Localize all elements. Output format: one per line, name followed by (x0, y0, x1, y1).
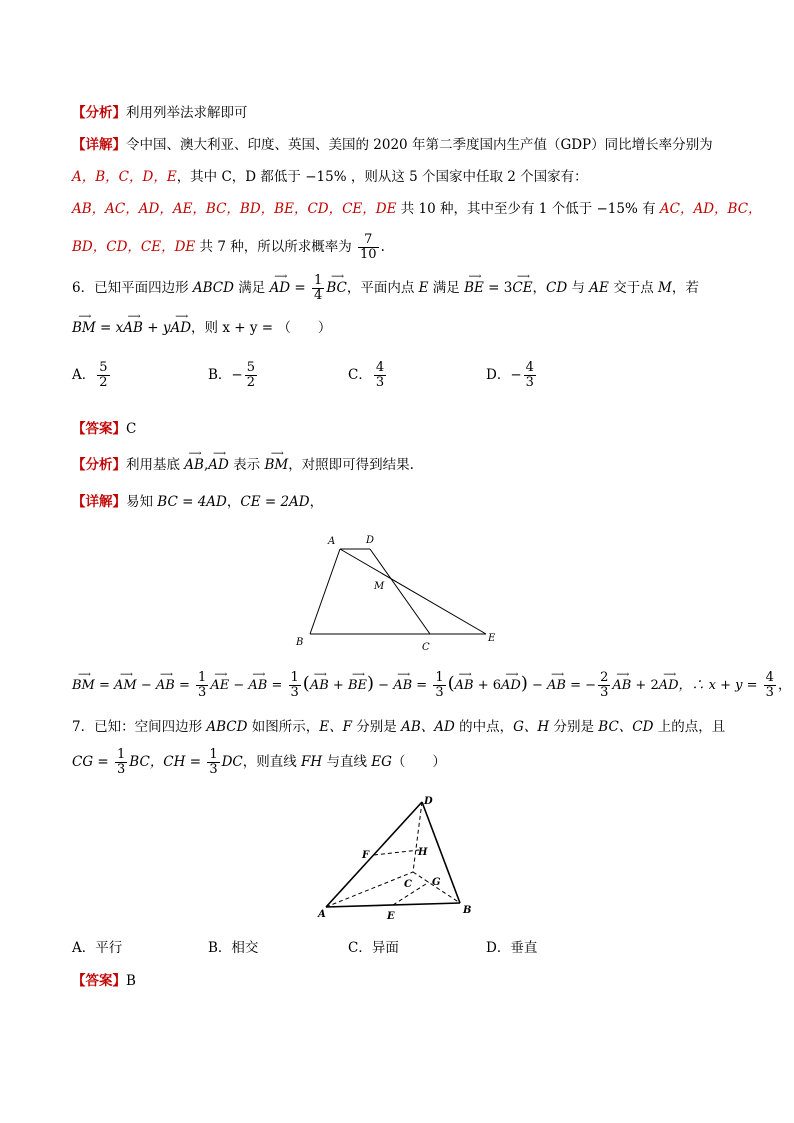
q6-frac-den: 4 (314, 288, 323, 303)
q6-stem-line-1 (72, 271, 699, 305)
vec-ab: ⟶ AB (184, 455, 204, 475)
den: 3 (209, 762, 218, 777)
q6-answer-line (72, 419, 136, 439)
num: 1 (198, 670, 207, 685)
q6-l2-c: ，则 x + y = （ ） (191, 320, 332, 336)
vec-ae: ⟶ AE (210, 667, 229, 705)
option-den: 2 (99, 375, 108, 390)
label-m: M (374, 581, 385, 592)
label-h: H (418, 847, 428, 858)
option-sign: − (231, 367, 243, 383)
analysis-text: 利用列举法求解即可 (126, 105, 248, 121)
option-fraction (97, 361, 109, 390)
option-num: 4 (375, 360, 385, 375)
option-label: D． (486, 940, 511, 956)
option-sign: − (510, 367, 522, 383)
paren: ) (367, 673, 375, 694)
q6-text-5: ， (532, 280, 547, 296)
q6-answer: C (126, 421, 137, 437)
q6-text-6: 与 (567, 280, 590, 296)
option-num: 5 (99, 360, 108, 375)
den: 3 (290, 685, 299, 700)
op: − (136, 678, 156, 693)
label-a: A (318, 909, 326, 920)
segment-ab (310, 549, 340, 634)
q6-point-e: E (418, 280, 429, 296)
q7-text-4: 的中点， (454, 719, 514, 735)
q7-option-c[interactable] (348, 938, 399, 958)
label-b: B (296, 637, 304, 648)
q6-eq-ce: CE = 2AD (240, 494, 310, 510)
vec-bm: ⟶ BM (72, 667, 95, 705)
q6-detail-line (72, 492, 323, 512)
q6-options (72, 361, 722, 401)
vec-be: ⟶ BE (464, 271, 484, 305)
num: 1 (117, 747, 126, 762)
op: − (374, 678, 394, 693)
q7-text-6: 上的点，且 (653, 719, 726, 735)
label-e: E (488, 633, 496, 644)
label-c: C (404, 879, 412, 890)
q6-text-1: 已知平面四边形 (94, 280, 193, 296)
option-fraction (245, 361, 257, 390)
q7-gh: G、H (513, 719, 550, 735)
vec-ab: ⟶ AB (123, 318, 143, 338)
vec-ce: ⟶ CE (512, 271, 532, 305)
option-text: 异面 (371, 940, 399, 956)
q7-answer-line (72, 971, 136, 991)
analysis-tag: 【分析】 (72, 105, 126, 121)
q6-text-8: ，若 (671, 280, 699, 296)
num: 1 (435, 670, 444, 685)
q6-option-d[interactable] (486, 361, 538, 390)
op: − (527, 678, 548, 693)
op: + 6 (473, 678, 502, 693)
option-text: 相交 (231, 940, 259, 956)
frac-two-thirds (598, 671, 610, 700)
q7-bccd: BC、CD (598, 719, 654, 735)
den: 3 (765, 685, 774, 700)
q6-quad: ABCD (192, 280, 234, 296)
q6-option-b[interactable] (208, 361, 259, 390)
q7-text-5: 分别是 (549, 719, 599, 735)
q7-text-3: 分别是 (352, 719, 402, 735)
option-label: C． (348, 940, 372, 956)
all-pairs: AB，AC，AD，AE，BC，BD，BE，CD，CE，DE (72, 201, 397, 217)
q7-answer: B (126, 973, 136, 989)
q6-d-3: ， (309, 494, 324, 510)
label-d: D (424, 796, 433, 807)
option-den: 3 (525, 375, 534, 390)
prob-numerator: 7 (358, 233, 379, 248)
paren: ( (447, 673, 455, 694)
q7-text-2: 如图所示， (247, 719, 320, 735)
q6-option-a[interactable] (72, 361, 112, 390)
vec-ad-2: ⟶ AD (170, 318, 191, 338)
detail-line-3 (72, 199, 762, 219)
vec-ad: ⟶ AD (659, 667, 679, 705)
q6-frac-num: 1 (314, 273, 323, 288)
op: = (174, 678, 195, 693)
vec-bm: ⟶ BM (72, 318, 96, 338)
q7-frac-1 (115, 748, 127, 777)
option-text: 垂直 (510, 940, 538, 956)
op: ， (777, 678, 791, 693)
q7-dc: DC (221, 754, 243, 770)
q7-l2-f: 与直线 (322, 754, 372, 770)
label-d: D (366, 535, 375, 546)
op: = (267, 678, 287, 693)
option-den: 3 (375, 375, 385, 390)
vec-ad: ⟶ AD (501, 667, 521, 705)
label-c: C (422, 642, 430, 653)
analysis-tag: 【分析】 (72, 457, 126, 473)
q7-cg: CG = (72, 754, 114, 770)
num: 1 (290, 670, 299, 685)
analysis-line (72, 103, 248, 123)
detail-line-4-text: 共 7 种，所以所求概率为 (195, 239, 357, 255)
q7-abad: AB、AD (401, 719, 455, 735)
vec-ab: ⟶ AB (455, 667, 474, 705)
num: 2 (600, 670, 609, 685)
vec-ab: ⟶ AB (393, 667, 412, 705)
q6-number: 6． (72, 280, 95, 296)
q6-l2-a: = x (95, 320, 124, 336)
frac-one-third (289, 671, 301, 700)
vec-ab: ⟶ AB (310, 667, 329, 705)
q7-eg: EG (371, 754, 392, 770)
q7-number: 7． (72, 719, 95, 735)
num: 4 (765, 670, 774, 685)
option-label: B． (208, 940, 232, 956)
segment-ae (340, 549, 486, 634)
den: 3 (198, 685, 207, 700)
country-letters: A，B，C，D，E (72, 169, 177, 185)
option-text: 平行 (95, 940, 123, 956)
op: = (94, 678, 115, 693)
prob-denominator: 10 (360, 247, 377, 262)
label-f: F (362, 850, 370, 861)
q7-frac-2 (207, 748, 219, 777)
frac-one-third (433, 671, 445, 700)
edge-db (422, 802, 460, 903)
q7-text-1: 已知：空间四边形 (94, 719, 207, 735)
label-b: B (463, 905, 472, 916)
edge-ac (326, 872, 413, 907)
den: 3 (600, 685, 609, 700)
segment-fh (374, 850, 419, 855)
op: ，∴ x + y = (678, 678, 762, 693)
label-g: G (432, 877, 441, 888)
q6-figure (290, 530, 510, 655)
option-num: 5 (246, 360, 256, 375)
option-label: D． (486, 367, 511, 383)
q6-point-m: M (658, 280, 672, 296)
q7-options (72, 938, 722, 958)
q6-option-c[interactable] (348, 361, 388, 390)
q6-an-1: 利用基底 (126, 457, 185, 473)
q7-stem-line-1 (72, 717, 725, 737)
edge-dc (413, 802, 422, 872)
vec-ad: ⟶ AD (208, 455, 229, 475)
q6-stem-line-2 (72, 318, 331, 338)
q6-eq-2: = 3 (483, 280, 513, 296)
q7-quad: ABCD (206, 719, 248, 735)
detail-line-2-text: ，其中 C，D 都低于 −15% ，则从这 5 个国家中任取 2 个国家有： (176, 169, 588, 185)
op: − (229, 678, 249, 693)
q7-l2-g: （ ） (391, 754, 446, 770)
vec-ad: ⟶ AD (270, 271, 291, 305)
detail-text: 令中国、澳大利亚、印度、英国、美国的 2020 年第二季度国内生产值（GDP）同比增长率分别为 (126, 137, 713, 153)
detail-line-2 (72, 167, 588, 187)
q6-eq-bc: BC = 4AD (157, 494, 227, 510)
comma: , (203, 457, 209, 473)
op: = (412, 678, 432, 693)
q7-bc: BC (129, 754, 150, 770)
option-num: 4 (525, 360, 534, 375)
q6-d-2: ， (226, 494, 241, 510)
option-label: A． (72, 940, 96, 956)
frac-one-third (196, 671, 208, 700)
q6-fraction-quarter (312, 274, 324, 303)
frac-four-thirds (764, 671, 776, 700)
q6-l2-b: + y (142, 320, 171, 336)
detail-tag: 【详解】 (72, 137, 126, 153)
option-fraction (524, 361, 536, 390)
label-a: A (328, 536, 336, 547)
detail-line-4 (72, 230, 385, 264)
op: + 2 (631, 678, 659, 693)
q6-an-3: ，对照即可得到结果. (288, 457, 414, 473)
option-label: B． (208, 367, 232, 383)
option-label: A． (72, 367, 96, 383)
q6-seg-cd: CD (546, 280, 568, 296)
num: 1 (209, 747, 218, 762)
detail-line-1 (72, 135, 713, 155)
q7-option-b[interactable] (208, 938, 258, 958)
option-fraction (374, 361, 386, 390)
vec-ab: ⟶ AB (547, 667, 566, 705)
q6-text-7: 交于点 (608, 280, 658, 296)
op: + (328, 678, 348, 693)
vec-ab: ⟶ AB (248, 667, 267, 705)
detail-line-3-text: 共 10 种，其中至少有 1 个低于 −15% 有 (396, 201, 660, 217)
den: 3 (435, 685, 444, 700)
q6-text-4: 满足 (428, 280, 465, 296)
q6-seg-ae: AE (589, 280, 609, 296)
q6-text-2: 满足 (233, 280, 270, 296)
paren: ( (302, 673, 310, 694)
answer-tag: 【答案】 (72, 973, 126, 989)
q7-stem-line-2 (72, 743, 446, 781)
q6-calculation (72, 665, 791, 705)
q6-d-1: 易知 (126, 494, 158, 510)
q6-text-3: ，平面内点 (346, 280, 419, 296)
q7-option-a[interactable] (72, 938, 122, 958)
low-pairs-1: AC，AD，BC， (659, 201, 762, 217)
q7-l2-e: ，则直线 (242, 754, 302, 770)
label-e: E (387, 911, 395, 922)
vec-ab: ⟶ AB (156, 667, 175, 705)
option-label: C． (348, 367, 372, 383)
vec-ab: ⟶ AB (612, 667, 631, 705)
vec-am: ⟶ AM (114, 667, 137, 705)
q6-an-2: 表示 (228, 457, 265, 473)
q7-fh: FH (301, 754, 323, 770)
q7-option-d[interactable] (486, 938, 537, 958)
vec-be: ⟶ BE (348, 667, 367, 705)
q7-figure (310, 790, 480, 925)
low-pairs-2: BD，CD，CE，DE (72, 239, 196, 255)
period: . (380, 239, 385, 255)
vec-bm: ⟶ BM (264, 455, 288, 475)
q6-eq-1: = (290, 280, 311, 296)
q7-ef: E、F (319, 719, 352, 735)
q7-ch: ，CH = (149, 754, 206, 770)
den: 3 (117, 762, 126, 777)
option-den: 2 (246, 375, 256, 390)
q6-analysis-line (72, 455, 414, 475)
answer-tag: 【答案】 (72, 421, 126, 437)
op: = − (566, 678, 597, 693)
paren: ) (520, 673, 528, 694)
probability-fraction (358, 233, 379, 262)
detail-tag: 【详解】 (72, 494, 126, 510)
vec-bc: ⟶ BC (326, 271, 347, 305)
